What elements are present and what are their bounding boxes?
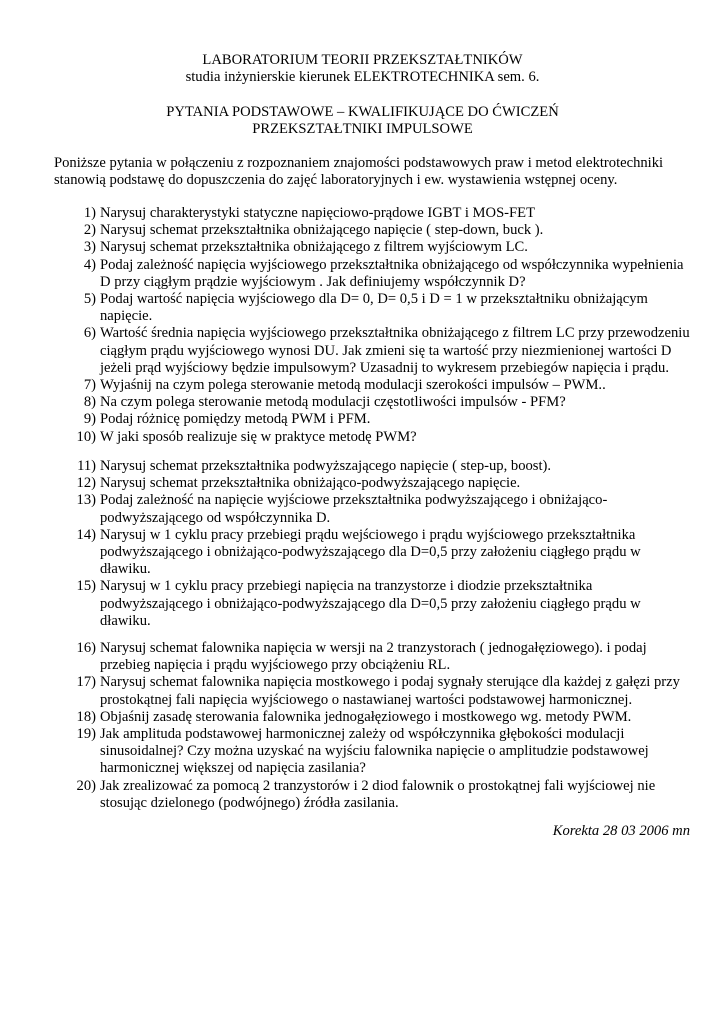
- question-number: 11): [77, 458, 96, 474]
- course-subtitle: studia inżynierskie kierunek ELEKTROTECHNIKA sem. 6.: [185, 69, 540, 85]
- question-item: [54, 257, 694, 291]
- question-item: [54, 291, 694, 325]
- section-subtitle: PRZEKSZTAŁTNIKI IMPULSOWE: [252, 121, 473, 137]
- question-item: [54, 726, 694, 778]
- question-number: 19): [76, 726, 96, 743]
- question-text: W jaki sposób realizuje się w praktyce metodę PWM?: [100, 428, 417, 445]
- question-text: Objaśnij zasadę sterowania falownika jednogałęziowego i mostkowego wg. metody PWM.: [100, 708, 632, 725]
- question-text: Narysuj schemat przekształtnika obniżająco-podwyższającego napięcie.: [100, 475, 521, 492]
- question-item: [54, 640, 694, 674]
- question-text: Narysuj w 1 cyklu pracy przebiegi prądu wejściowego i prądu wyjściowego przekształtnika podwyższającego i obniżająco-podwyższającego dla D=0,5 przy założeniu ciągłego prądu w dławiku.: [100, 526, 641, 578]
- question-text: Narysuj schemat falownika napięcia mostkowego i podaj sygnały sterujące dla każdej z gałęzi przy prostokątnej fali napięcia wyjściowego o nastawianej wartości podstawowej harmonicznej.: [100, 674, 680, 708]
- question-item: [54, 239, 694, 256]
- intro-paragraph: Poniższe pytania w połączeniu z rozpoznaniem znajomości podstawowych praw i metod elektrotechniki stanowią podstawę do dopuszczenia do zajęć laboratoryjnych i ew. wystawienia wstępnej oceny.: [54, 155, 664, 189]
- question-item: [54, 394, 694, 411]
- question-text: Narysuj w 1 cyklu pracy przebiegi napięcia na tranzystorze i diodzie przekształtnika podwyższającego i obniżająco-podwyższającego dla D=0,5 przy założeniu ciągłego prądu w dławiku.: [100, 578, 641, 629]
- question-number: 6): [83, 325, 96, 342]
- question-group-2: [54, 458, 694, 630]
- question-text: Narysuj charakterystyki statyczne napięciowo-prądowe IGBT i MOS-FET: [100, 205, 535, 221]
- question-text: Podaj różnicę pomiędzy metodą PWM i PFM.: [100, 411, 371, 428]
- course-title: LABORATORIUM TEORII PRZEKSZTAŁTNIKÓW: [202, 52, 523, 68]
- question-number: 2): [83, 222, 96, 239]
- question-text: Narysuj schemat falownika napięcia w wersji na 2 tranzystorach ( jednogałęziowego). i podaj przebieg napięcia i prądu wyjściowego przy obciążeniu RL.: [100, 640, 647, 674]
- question-text: Jak zrealizować za pomocą 2 tranzystorów i 2 diod falownik o prostokątnej fali wyjściowej nie stosując dzielonego (podwójnego) źródła zasilania.: [100, 777, 656, 811]
- question-number: 12): [76, 475, 96, 492]
- question-number: 20): [76, 777, 96, 794]
- question-number: 18): [76, 708, 96, 725]
- question-item: [54, 411, 694, 428]
- question-text: Wyjaśnij na czym polega sterowanie metodą modulacji szerokości impulsów – PWM..: [100, 377, 606, 394]
- question-item: [54, 492, 694, 526]
- question-number: 3): [83, 239, 96, 256]
- question-number: 4): [83, 256, 96, 273]
- question-item: [54, 429, 694, 446]
- question-text: Narysuj schemat przekształtnika obniżającego z filtrem wyjściowym LC.: [100, 239, 528, 256]
- question-group-1: [54, 205, 694, 446]
- question-item: [54, 674, 694, 708]
- question-item: [54, 205, 694, 222]
- question-item: [54, 778, 694, 812]
- question-text: Podaj zależność na napięcie wyjściowe przekształtnika podwyższającego i obniżająco-podwyższającego od współczynnika D.: [100, 492, 608, 526]
- question-item: [54, 377, 694, 394]
- question-item: [54, 578, 694, 630]
- question-number: 5): [83, 291, 96, 308]
- question-item: [54, 709, 694, 726]
- question-number: 14): [76, 526, 96, 543]
- question-text: Narysuj schemat przekształtnika obniżającego napięcie ( step-down, buck ).: [100, 222, 544, 239]
- question-number: 10): [76, 428, 96, 445]
- question-item: [54, 222, 694, 239]
- question-number: 9): [83, 411, 96, 428]
- question-item: [54, 527, 694, 579]
- question-text: Jak amplituda podstawowej harmonicznej zależy od współczynnika głębokości modulacji sinusoidalnej? Czy można uzyskać na wyjściu falownika napięcie o amplitudzie podstawowej harmonicznej większej od napięcia zasilania?: [100, 726, 649, 777]
- question-number: 17): [76, 674, 96, 691]
- question-text: Narysuj schemat przekształtnika podwyższającego napięcie ( step-up, boost).: [100, 458, 552, 474]
- question-number: 7): [83, 377, 96, 394]
- question-text: Wartość średnia napięcia wyjściowego przekształtnika obniżającego z filtrem LC przy przewodzeniu ciągłym prądu wyjściowego wynosi DU. Jak zmieni się ta wartość przy niezmienionej wartości D jeżeli prąd wyjściowy będzie impulsowym? Uzasadnij to wykresem przebiegów napięcia i prądu.: [100, 325, 690, 376]
- question-item: [54, 475, 694, 492]
- question-text: Podaj zależność napięcia wyjściowego przekształtnika obniżającego od współczynnika wypełnienia D przy ciągłym prądzie wyjściowym . Jak definiujemy współczynnik D?: [100, 256, 684, 290]
- question-number: 13): [76, 492, 96, 509]
- section-title: PYTANIA PODSTAWOWE – KWALIFIKUJĄCE DO ĆWICZEŃ: [166, 104, 559, 120]
- question-number: 15): [76, 578, 96, 595]
- question-number: 8): [83, 394, 96, 411]
- question-item: [54, 458, 694, 475]
- question-number: 1): [83, 205, 96, 221]
- question-group-3: [54, 640, 694, 812]
- question-item: [54, 325, 694, 377]
- question-text: Podaj wartość napięcia wyjściowego dla D= 0, D= 0,5 i D = 1 w przekształtniku obniżającym napięcie.: [100, 291, 648, 325]
- revision-note: Korekta 28 03 2006 mn: [552, 823, 690, 839]
- question-text: Na czym polega sterowanie metodą modulacji częstotliwości impulsów - PFM?: [100, 394, 566, 411]
- question-number: 16): [76, 640, 96, 656]
